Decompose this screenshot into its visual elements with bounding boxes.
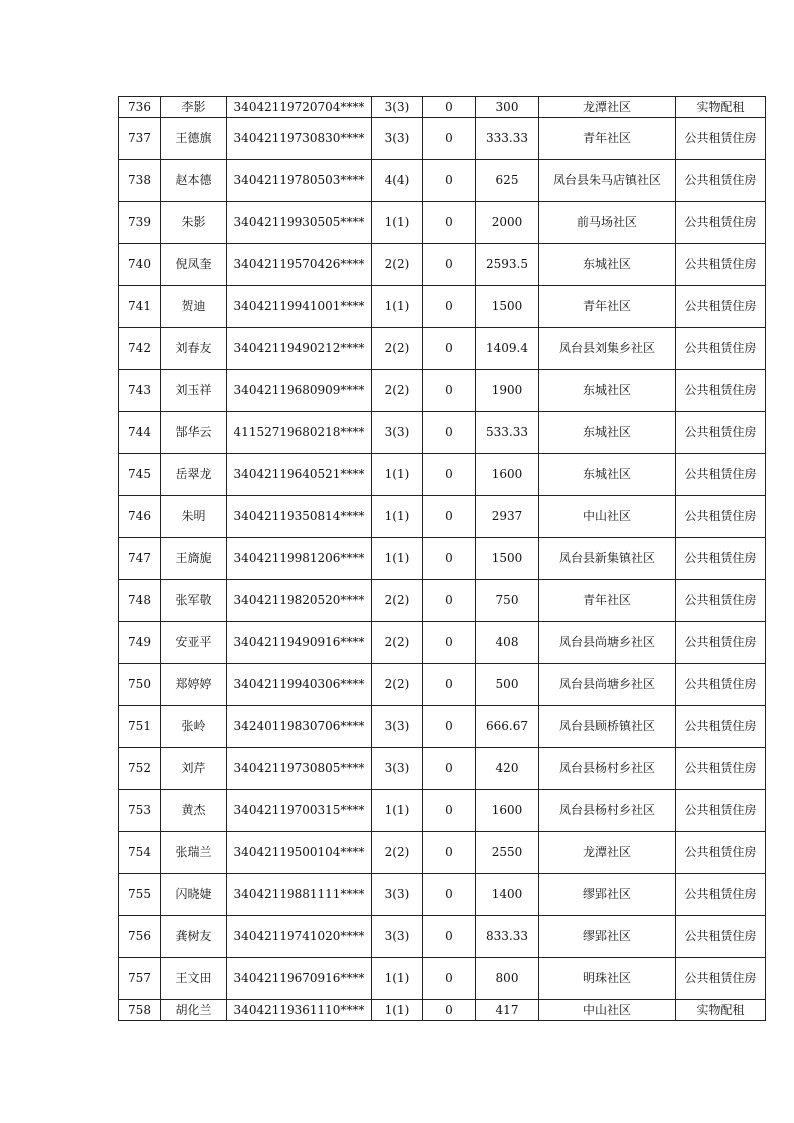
table-row	[119, 790, 766, 832]
table-row	[119, 748, 766, 790]
community-name: 缪郢社区	[539, 916, 676, 958]
table-row	[119, 706, 766, 748]
community-name: 凤台县顾桥镇社区	[539, 706, 676, 748]
amount-value: 2937	[476, 496, 539, 538]
row-number: 748	[119, 580, 161, 622]
amount-value: 750	[476, 580, 539, 622]
zero-value: 0	[423, 706, 476, 748]
id-number: 34042119820520****	[227, 580, 372, 622]
household-members: 3(3)	[372, 97, 423, 118]
row-number: 741	[119, 286, 161, 328]
household-members: 3(3)	[372, 748, 423, 790]
household-members: 2(2)	[372, 244, 423, 286]
amount-value: 1500	[476, 286, 539, 328]
amount-value: 1900	[476, 370, 539, 412]
zero-value: 0	[423, 622, 476, 664]
resident-name: 张岭	[161, 706, 227, 748]
housing-type: 公共租赁住房	[676, 748, 766, 790]
household-members: 1(1)	[372, 790, 423, 832]
housing-table	[118, 96, 766, 1021]
housing-type: 公共租赁住房	[676, 454, 766, 496]
id-number: 34042119940306****	[227, 664, 372, 706]
amount-value: 666.67	[476, 706, 539, 748]
household-members: 2(2)	[372, 832, 423, 874]
table-row	[119, 496, 766, 538]
table-row	[119, 832, 766, 874]
row-number: 736	[119, 97, 161, 118]
community-name: 龙潭社区	[539, 832, 676, 874]
housing-type: 公共租赁住房	[676, 328, 766, 370]
table-row	[119, 454, 766, 496]
row-number: 737	[119, 118, 161, 160]
table-row	[119, 328, 766, 370]
resident-name: 王文田	[161, 958, 227, 1000]
community-name: 凤台县朱马店镇社区	[539, 160, 676, 202]
row-number: 750	[119, 664, 161, 706]
housing-type: 公共租赁住房	[676, 202, 766, 244]
id-number: 34042119500104****	[227, 832, 372, 874]
table-row	[119, 664, 766, 706]
amount-value: 408	[476, 622, 539, 664]
amount-value: 333.33	[476, 118, 539, 160]
amount-value: 1500	[476, 538, 539, 580]
resident-name: 李影	[161, 97, 227, 118]
community-name: 凤台县尚塘乡社区	[539, 664, 676, 706]
id-number: 34042119680909****	[227, 370, 372, 412]
community-name: 凤台县刘集乡社区	[539, 328, 676, 370]
id-number: 34042119730805****	[227, 748, 372, 790]
community-name: 青年社区	[539, 118, 676, 160]
table-row	[119, 202, 766, 244]
zero-value: 0	[423, 832, 476, 874]
amount-value: 500	[476, 664, 539, 706]
housing-type: 公共租赁住房	[676, 496, 766, 538]
household-members: 1(1)	[372, 1000, 423, 1021]
household-members: 1(1)	[372, 202, 423, 244]
resident-name: 王德旗	[161, 118, 227, 160]
community-name: 青年社区	[539, 580, 676, 622]
household-members: 3(3)	[372, 412, 423, 454]
table-row	[119, 412, 766, 454]
row-number: 747	[119, 538, 161, 580]
table-row	[119, 118, 766, 160]
community-name: 前马场社区	[539, 202, 676, 244]
id-number: 34042119570426****	[227, 244, 372, 286]
table-row	[119, 244, 766, 286]
row-number: 755	[119, 874, 161, 916]
resident-name: 龚树友	[161, 916, 227, 958]
household-members: 2(2)	[372, 328, 423, 370]
zero-value: 0	[423, 244, 476, 286]
housing-type: 公共租赁住房	[676, 706, 766, 748]
row-number: 743	[119, 370, 161, 412]
row-number: 740	[119, 244, 161, 286]
housing-type: 公共租赁住房	[676, 832, 766, 874]
zero-value: 0	[423, 160, 476, 202]
table-row	[119, 916, 766, 958]
amount-value: 533.33	[476, 412, 539, 454]
housing-type: 公共租赁住房	[676, 958, 766, 1000]
community-name: 东城社区	[539, 412, 676, 454]
resident-name: 闪晓婕	[161, 874, 227, 916]
housing-type: 公共租赁住房	[676, 790, 766, 832]
resident-name: 刘芹	[161, 748, 227, 790]
zero-value: 0	[423, 958, 476, 1000]
household-members: 3(3)	[372, 118, 423, 160]
id-number: 34042119350814****	[227, 496, 372, 538]
id-number: 34042119730830****	[227, 118, 372, 160]
row-number: 746	[119, 496, 161, 538]
household-members: 4(4)	[372, 160, 423, 202]
table-row	[119, 580, 766, 622]
table-row	[119, 1000, 766, 1021]
row-number: 738	[119, 160, 161, 202]
amount-value: 1409.4	[476, 328, 539, 370]
household-members: 1(1)	[372, 958, 423, 1000]
id-number: 34042119670916****	[227, 958, 372, 1000]
amount-value: 1600	[476, 790, 539, 832]
housing-type: 实物配租	[676, 1000, 766, 1021]
id-number: 34042119881111****	[227, 874, 372, 916]
amount-value: 420	[476, 748, 539, 790]
id-number: 34042119490212****	[227, 328, 372, 370]
id-number: 34042119490916****	[227, 622, 372, 664]
row-number: 742	[119, 328, 161, 370]
table-row	[119, 370, 766, 412]
resident-name: 张军敬	[161, 580, 227, 622]
community-name: 东城社区	[539, 454, 676, 496]
amount-value: 417	[476, 1000, 539, 1021]
housing-type: 公共租赁住房	[676, 874, 766, 916]
row-number: 754	[119, 832, 161, 874]
row-number: 744	[119, 412, 161, 454]
amount-value: 625	[476, 160, 539, 202]
household-members: 1(1)	[372, 454, 423, 496]
zero-value: 0	[423, 664, 476, 706]
housing-type: 公共租赁住房	[676, 580, 766, 622]
zero-value: 0	[423, 580, 476, 622]
amount-value: 300	[476, 97, 539, 118]
community-name: 龙潭社区	[539, 97, 676, 118]
id-number: 34240119830706****	[227, 706, 372, 748]
id-number: 34042119780503****	[227, 160, 372, 202]
zero-value: 0	[423, 370, 476, 412]
zero-value: 0	[423, 328, 476, 370]
id-number: 34042119930505****	[227, 202, 372, 244]
row-number: 749	[119, 622, 161, 664]
zero-value: 0	[423, 790, 476, 832]
amount-value: 2550	[476, 832, 539, 874]
zero-value: 0	[423, 412, 476, 454]
household-members: 2(2)	[372, 580, 423, 622]
amount-value: 1400	[476, 874, 539, 916]
table-row	[119, 622, 766, 664]
housing-type: 实物配租	[676, 97, 766, 118]
table-row	[119, 160, 766, 202]
resident-name: 王旖旎	[161, 538, 227, 580]
housing-type: 公共租赁住房	[676, 244, 766, 286]
community-name: 中山社区	[539, 1000, 676, 1021]
id-number: 34042119941001****	[227, 286, 372, 328]
housing-type: 公共租赁住房	[676, 370, 766, 412]
household-members: 1(1)	[372, 286, 423, 328]
community-name: 青年社区	[539, 286, 676, 328]
zero-value: 0	[423, 538, 476, 580]
resident-name: 岳翠龙	[161, 454, 227, 496]
household-members: 1(1)	[372, 496, 423, 538]
zero-value: 0	[423, 202, 476, 244]
id-number: 34042119700315****	[227, 790, 372, 832]
resident-name: 刘春友	[161, 328, 227, 370]
household-members: 2(2)	[372, 622, 423, 664]
row-number: 751	[119, 706, 161, 748]
id-number: 34042119981206****	[227, 538, 372, 580]
zero-value: 0	[423, 118, 476, 160]
community-name: 东城社区	[539, 244, 676, 286]
row-number: 745	[119, 454, 161, 496]
resident-name: 郜华云	[161, 412, 227, 454]
resident-name: 倪凤奎	[161, 244, 227, 286]
row-number: 758	[119, 1000, 161, 1021]
housing-type: 公共租赁住房	[676, 412, 766, 454]
resident-name: 赵本德	[161, 160, 227, 202]
resident-name: 朱影	[161, 202, 227, 244]
housing-type: 公共租赁住房	[676, 622, 766, 664]
amount-value: 2000	[476, 202, 539, 244]
table-row	[119, 538, 766, 580]
housing-type: 公共租赁住房	[676, 916, 766, 958]
zero-value: 0	[423, 874, 476, 916]
table-row	[119, 97, 766, 118]
amount-value: 1600	[476, 454, 539, 496]
housing-type: 公共租赁住房	[676, 160, 766, 202]
id-number: 34042119640521****	[227, 454, 372, 496]
amount-value: 833.33	[476, 916, 539, 958]
resident-name: 安亚平	[161, 622, 227, 664]
housing-type: 公共租赁住房	[676, 286, 766, 328]
household-members: 3(3)	[372, 706, 423, 748]
resident-name: 黄杰	[161, 790, 227, 832]
resident-name: 朱明	[161, 496, 227, 538]
table-row	[119, 958, 766, 1000]
row-number: 752	[119, 748, 161, 790]
zero-value: 0	[423, 1000, 476, 1021]
zero-value: 0	[423, 97, 476, 118]
community-name: 东城社区	[539, 370, 676, 412]
zero-value: 0	[423, 748, 476, 790]
id-number: 41152719680218****	[227, 412, 372, 454]
housing-type: 公共租赁住房	[676, 118, 766, 160]
household-members: 3(3)	[372, 916, 423, 958]
community-name: 凤台县杨村乡社区	[539, 748, 676, 790]
community-name: 中山社区	[539, 496, 676, 538]
household-members: 2(2)	[372, 370, 423, 412]
community-name: 凤台县杨村乡社区	[539, 790, 676, 832]
resident-name: 郑婷婷	[161, 664, 227, 706]
row-number: 756	[119, 916, 161, 958]
amount-value: 2593.5	[476, 244, 539, 286]
household-members: 3(3)	[372, 874, 423, 916]
community-name: 缪郢社区	[539, 874, 676, 916]
id-number: 34042119361110****	[227, 1000, 372, 1021]
resident-name: 张瑞兰	[161, 832, 227, 874]
table-body	[119, 97, 766, 1021]
id-number: 34042119741020****	[227, 916, 372, 958]
table-row	[119, 874, 766, 916]
zero-value: 0	[423, 916, 476, 958]
table-row	[119, 286, 766, 328]
zero-value: 0	[423, 496, 476, 538]
resident-name: 刘玉祥	[161, 370, 227, 412]
resident-name: 贺迪	[161, 286, 227, 328]
community-name: 明珠社区	[539, 958, 676, 1000]
zero-value: 0	[423, 454, 476, 496]
row-number: 753	[119, 790, 161, 832]
amount-value: 800	[476, 958, 539, 1000]
resident-name: 胡化兰	[161, 1000, 227, 1021]
housing-type: 公共租赁住房	[676, 538, 766, 580]
row-number: 739	[119, 202, 161, 244]
household-members: 1(1)	[372, 538, 423, 580]
household-members: 2(2)	[372, 664, 423, 706]
zero-value: 0	[423, 286, 476, 328]
community-name: 凤台县新集镇社区	[539, 538, 676, 580]
row-number: 757	[119, 958, 161, 1000]
housing-type: 公共租赁住房	[676, 664, 766, 706]
id-number: 34042119720704****	[227, 97, 372, 118]
community-name: 凤台县尚塘乡社区	[539, 622, 676, 664]
